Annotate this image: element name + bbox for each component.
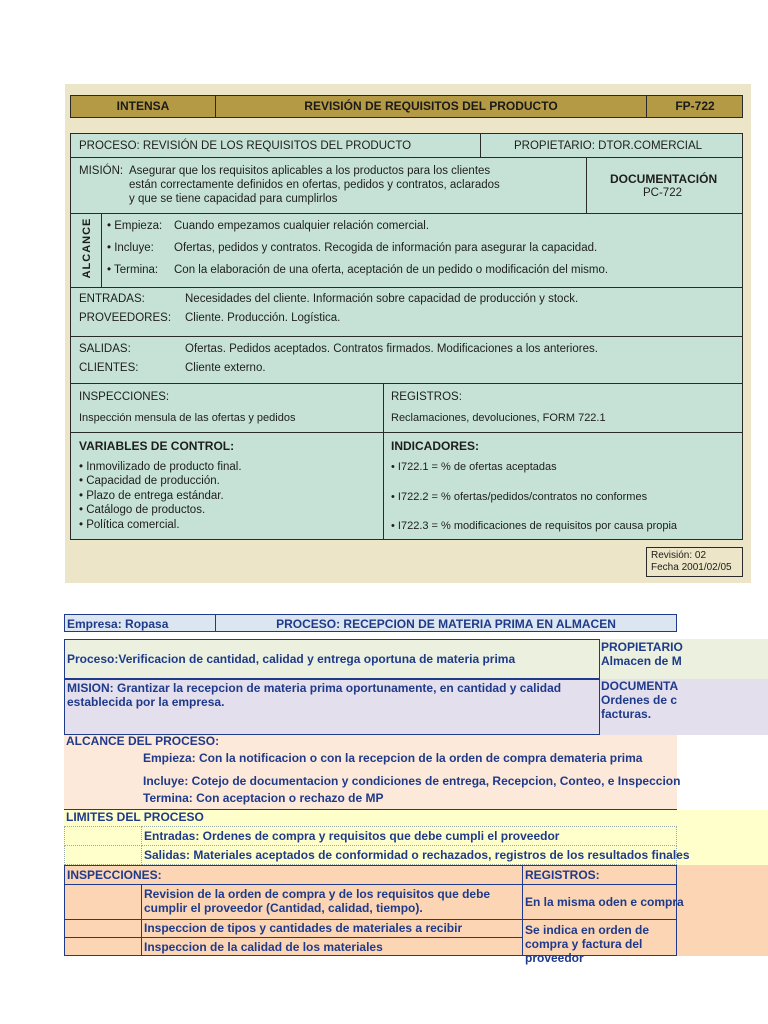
variables-item: • Inmovilizado de producto final. (79, 461, 242, 473)
indicador-item: • I722.1 = % de ofertas aceptadas (391, 461, 557, 473)
variables-item: • Catálogo de productos. (79, 504, 206, 516)
variables-label: VARIABLES DE CONTROL: (79, 439, 235, 453)
inspecciones-text: Inspección mensula de las ofertas y pedidos (79, 412, 296, 424)
header-code: FP-722 (675, 99, 715, 113)
alcance-incluye: Incluye: Cotejo de documentacion y condiciones de entrega, Recepcion, Conteo, e Inspeccion (143, 774, 681, 788)
sheet-body (70, 133, 743, 540)
variables-item: • Capacidad de producción. (79, 475, 220, 487)
alcance-incluye-label: • Incluye: (107, 242, 154, 254)
revision-text: Revisión: 02 (651, 550, 707, 561)
entradas-cell: Entradas: Ordenes de compra y requisitos que debe cumpli el proveedor (141, 826, 677, 846)
salidas-label: SALIDAS: (79, 343, 131, 355)
documentacion-label: DOCUMENTA (601, 679, 679, 693)
alcance-label: ALCANCE DEL PROCESO: (66, 734, 220, 748)
registros-label: REGISTROS: (522, 865, 677, 885)
propietario-label: PROPIETARIO (601, 640, 683, 654)
registro-2: Se indica en orden de compra y factura del proveedor (522, 919, 677, 956)
alcance-empieza-label: • Empieza: (107, 220, 163, 232)
proceso-cell: Proceso:Verificacion de cantidad, calidad y entrega oportuna de materia prima (64, 639, 600, 679)
mision-line: Asegurar que los requisitos aplicables a los productos para los clientes (129, 165, 491, 177)
header-title: REVISIÓN DE REQUISITOS DEL PRODUCTO (216, 96, 647, 117)
alcance-termina-label: • Termina: (107, 264, 159, 276)
proveedores-label: PROVEEDORES: (79, 312, 172, 324)
indicador-item: • I722.2 = % ofertas/pedidos/contratos no conformes (391, 491, 648, 503)
fecha-text: Fecha 2001/02/05 (651, 562, 732, 573)
registro-1: En la misma oden e compra (522, 884, 677, 920)
mision-line: están correctamente definidos en ofertas, pedidos y contratos, aclarados (129, 179, 500, 191)
alcance-empieza: Empieza: Con la notificacion o con la recepcion de la orden de compra demateria prima (143, 751, 643, 765)
indicador-item: • I722.3 = % modificaciones de requisitos por causa propia (391, 520, 678, 532)
variables-item: • Política comercial. (79, 519, 180, 531)
registros-text: Reclamaciones, devoluciones, FORM 722.1 (391, 412, 606, 424)
clientes-text: Cliente externo. (185, 362, 266, 374)
inspecciones-label: INSPECCIONES: (64, 865, 523, 885)
variables-item: • Plazo de entrega estándar. (79, 490, 224, 502)
documentacion-line: facturas. (601, 707, 652, 721)
alcance-termina: Termina: Con aceptacion o rechazo de MP (143, 791, 384, 805)
mision-line: y que se tiene capacidad para cumplirlos (129, 193, 338, 205)
proceso-title-cell: PROCESO: RECEPCION DE MATERIA PRIMA EN ALMACEN (215, 614, 677, 632)
revision-box (646, 547, 743, 577)
entradas-label: ENTRADAS: (79, 293, 145, 305)
alcance-vertical-label: ALCANCE (81, 217, 93, 279)
documentacion-label: DOCUMENTACIÓN (610, 172, 718, 186)
inspeccion-1: Revision de la orden de compra y de los requisitos que debe cumplir el proveedor (Cantidad, calidad, tiempo). (141, 884, 523, 920)
documentacion-line: Ordenes de c (601, 693, 678, 707)
indicadores-label: INDICADORES: (391, 439, 480, 453)
proveedores-text: Cliente. Producción. Logística. (185, 312, 341, 324)
inspeccion-3: Inspeccion de la calidad de los materiales (141, 937, 523, 956)
propietario-text: PROPIETARIO: DTOR.COMERCIAL (514, 140, 703, 152)
inspeccion-2: Inspeccion de tipos y cantidades de materiales a recibir (141, 919, 523, 938)
mision-cell: MISION: Grantizar la recepcion de materia prima oportunamente, en cantidad y calidad establecida por la empresa. (64, 679, 600, 735)
mision-label: MISIÓN: (79, 165, 124, 177)
alcance-termina-text: Con la elaboración de una oferta, aceptación de un pedido o modificación del mismo. (174, 264, 609, 276)
documentacion-value: PC-722 (643, 187, 682, 199)
proceso-text: PROCESO: REVISIÓN DE LOS REQUISITOS DEL PRODUCTO (79, 140, 412, 152)
sheet-header (70, 95, 743, 118)
entradas-text: Necesidades del cliente. Información sobre capacidad de producción y stock. (185, 293, 579, 305)
registros-label: REGISTROS: (391, 391, 462, 403)
header-company: INTENSA (71, 96, 216, 117)
salidas-cell: Salidas: Materiales aceptados de conformidad o rechazados, registros de los resultados finales (141, 845, 677, 865)
clientes-label: CLIENTES: (79, 362, 139, 374)
limites-label: LIMITES DEL PROCESO (64, 809, 677, 825)
empresa-cell: Empresa: Ropasa (64, 614, 216, 632)
inspecciones-label: INSPECCIONES: (79, 391, 170, 403)
propietario-value: Almacen de M (601, 654, 682, 668)
salidas-text: Ofertas. Pedidos aceptados. Contratos firmados. Modificaciones a los anteriores. (185, 343, 598, 355)
alcance-empieza-text: Cuando empezamos cualquier relación comercial. (174, 220, 430, 232)
alcance-incluye-text: Ofertas, pedidos y contratos. Recogida de información para asegurar la capacidad. (174, 242, 598, 254)
